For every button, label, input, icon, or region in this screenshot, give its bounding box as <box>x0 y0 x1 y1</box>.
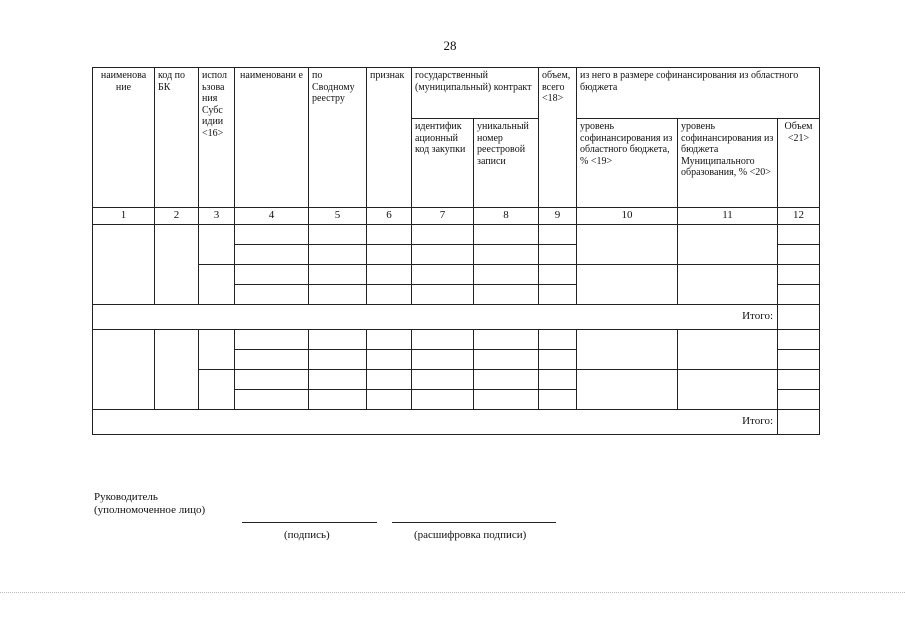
table-cell <box>155 330 199 410</box>
header-contract-group: государственный (муниципальный) контракт <box>412 68 539 119</box>
total-label: Итого: <box>93 410 778 435</box>
table-cell <box>367 370 412 390</box>
table-cell <box>155 225 199 305</box>
table-row <box>93 265 820 285</box>
total-label: Итого: <box>93 305 778 330</box>
header-total-volume: объем, всего <18> <box>539 68 577 208</box>
table-cell <box>474 330 539 350</box>
table-cell <box>577 225 678 265</box>
table-cell <box>474 285 539 305</box>
table-cell <box>474 350 539 370</box>
header-municipal-level: уровень софинансирования из бюджета Муниципального образования, % <20> <box>678 119 778 208</box>
table-cell <box>199 225 235 265</box>
signature-line <box>242 522 377 523</box>
total-row <box>93 305 820 330</box>
table-cell <box>678 265 778 305</box>
table-cell <box>577 330 678 370</box>
header-row-1 <box>93 68 820 119</box>
table-cell <box>412 350 474 370</box>
table-cell <box>474 390 539 410</box>
table-cell <box>309 265 367 285</box>
table-cell <box>235 330 309 350</box>
table-cell <box>412 370 474 390</box>
table-cell <box>367 265 412 285</box>
column-number: 9 <box>539 208 577 225</box>
table-cell <box>778 285 820 305</box>
table-cell <box>539 265 577 285</box>
table-cell <box>235 265 309 285</box>
table-cell <box>309 285 367 305</box>
table-cell <box>577 265 678 305</box>
table-cell <box>235 390 309 410</box>
table-cell <box>412 245 474 265</box>
table-cell <box>474 370 539 390</box>
column-number: 8 <box>474 208 539 225</box>
header-registry: по Сводному реестру <box>309 68 367 208</box>
scan-artifact-line <box>0 592 905 594</box>
signature-caption: (подпись) <box>284 529 330 541</box>
total-row <box>93 410 820 435</box>
table-cell <box>412 390 474 410</box>
table-cell <box>235 285 309 305</box>
total-value <box>778 410 820 435</box>
table-cell <box>309 225 367 245</box>
table-cell <box>412 225 474 245</box>
column-number: 5 <box>309 208 367 225</box>
header-sign: признак <box>367 68 412 208</box>
header-budget-code: код по БК <box>155 68 199 208</box>
table-cell <box>367 245 412 265</box>
total-value <box>778 305 820 330</box>
table-cell <box>235 225 309 245</box>
table-cell <box>678 330 778 370</box>
column-number: 1 <box>93 208 155 225</box>
table-cell <box>678 370 778 410</box>
table-cell <box>309 390 367 410</box>
header-subsidy-use: испол ьзова ния Субс идии <16> <box>199 68 235 208</box>
table-cell <box>235 245 309 265</box>
table-cell <box>309 350 367 370</box>
table-cell <box>199 370 235 410</box>
header-cofinancing-group: из него в размере софинансирования из областного бюджета <box>577 68 820 119</box>
table-cell <box>235 350 309 370</box>
table-cell <box>678 225 778 265</box>
table-cell <box>539 350 577 370</box>
column-number: 10 <box>577 208 678 225</box>
table-cell <box>367 390 412 410</box>
funding-table <box>92 67 820 435</box>
table-cell <box>539 285 577 305</box>
table-cell <box>778 330 820 350</box>
head-subtitle: (уполномоченное лицо) <box>94 504 206 516</box>
column-number: 4 <box>235 208 309 225</box>
header-registry-number: уникальный номер реестровой записи <box>474 119 539 208</box>
table-cell <box>778 265 820 285</box>
table-cell <box>367 330 412 350</box>
table-cell <box>539 390 577 410</box>
table-cell <box>539 330 577 350</box>
table-cell <box>199 330 235 370</box>
table-cell <box>235 370 309 390</box>
table-cell <box>367 225 412 245</box>
table-cell <box>539 370 577 390</box>
table-cell <box>199 265 235 305</box>
header-procurement-id: идентифик ационный код закупки <box>412 119 474 208</box>
head-title: Руководитель <box>94 491 158 503</box>
table-cell <box>309 245 367 265</box>
header-regional-level: уровень софинансирования из областного бюджета, % <19> <box>577 119 678 208</box>
column-number: 11 <box>678 208 778 225</box>
page-number: 28 <box>443 38 457 53</box>
header-name: наименова ние <box>93 68 155 208</box>
table-cell <box>539 245 577 265</box>
table-row <box>93 370 820 390</box>
table-cell <box>778 350 820 370</box>
signature-block <box>94 491 205 517</box>
column-number-row <box>93 208 820 225</box>
table-cell <box>474 265 539 285</box>
table-cell <box>474 225 539 245</box>
column-number: 7 <box>412 208 474 225</box>
table-cell <box>93 330 155 410</box>
table-row <box>93 330 820 350</box>
table-cell <box>412 265 474 285</box>
table-cell <box>309 330 367 350</box>
header-object-name: наименовани е <box>235 68 309 208</box>
table-cell <box>778 370 820 390</box>
table-cell <box>309 370 367 390</box>
name-decode-caption: (расшифровка подписи) <box>414 529 527 541</box>
column-number: 2 <box>155 208 199 225</box>
table-cell <box>367 285 412 305</box>
table-cell <box>93 225 155 305</box>
table-cell <box>778 225 820 245</box>
table-cell <box>367 350 412 370</box>
table-cell <box>778 390 820 410</box>
column-number: 6 <box>367 208 412 225</box>
column-number: 3 <box>199 208 235 225</box>
table-row <box>93 225 820 245</box>
name-decode-line <box>392 522 556 523</box>
table-cell <box>539 225 577 245</box>
header-volume: Объем <21> <box>778 119 820 208</box>
table-cell <box>778 245 820 265</box>
table-cell <box>577 370 678 410</box>
table-cell <box>474 245 539 265</box>
table-cell <box>412 285 474 305</box>
table-cell <box>412 330 474 350</box>
column-number: 12 <box>778 208 820 225</box>
